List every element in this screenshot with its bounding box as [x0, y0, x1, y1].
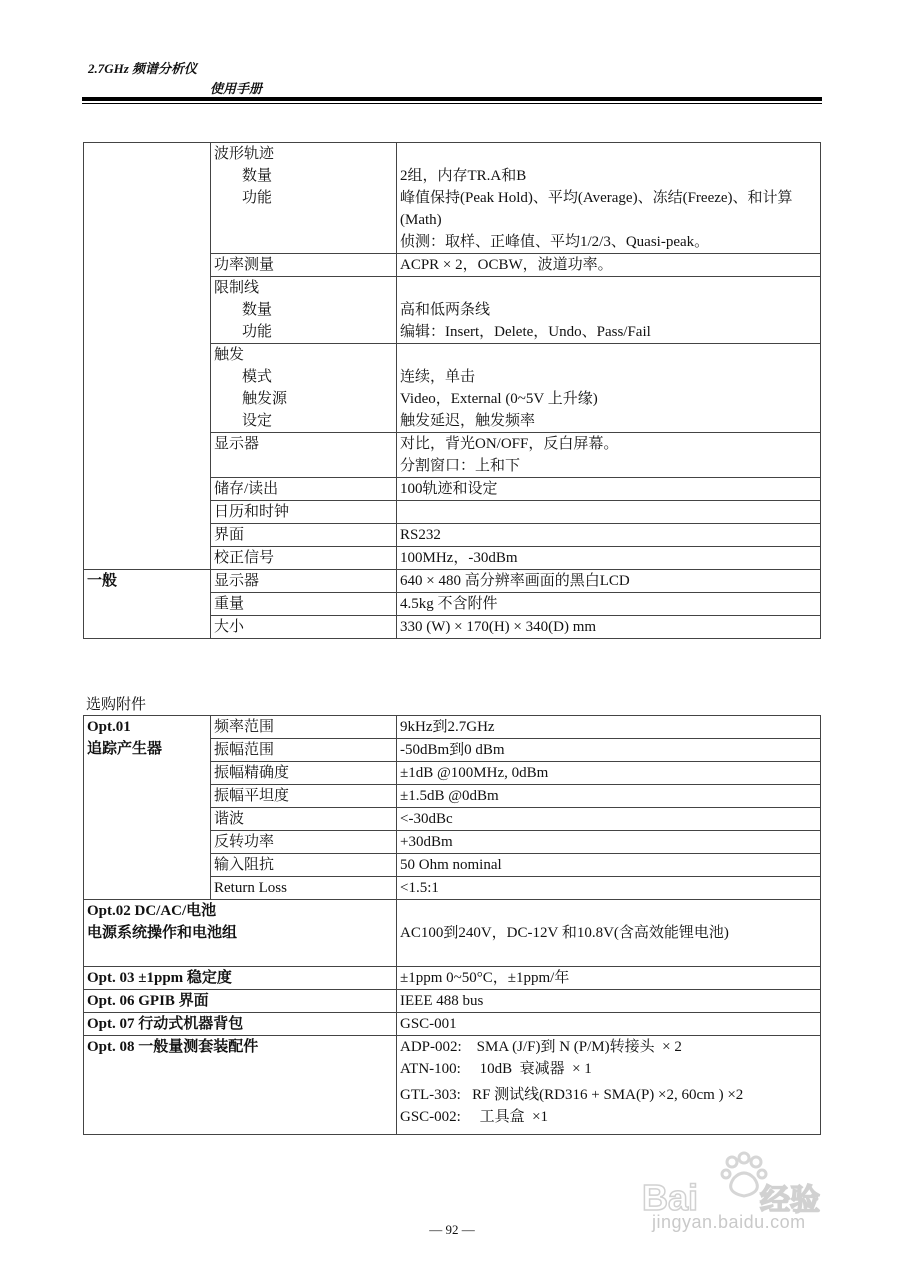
- value-cell: [397, 570, 821, 593]
- item-cell: [211, 785, 397, 808]
- category-cell: [84, 570, 211, 639]
- item-label: 功率测量: [214, 257, 275, 273]
- value-cell: [397, 877, 821, 900]
- value-cell: [397, 478, 821, 501]
- value-cell: [397, 277, 821, 344]
- item-label: 模式: [242, 369, 273, 385]
- table-row: [84, 570, 821, 593]
- option-label-cell: [84, 1013, 397, 1036]
- value-text: RS232: [400, 527, 441, 543]
- value-text: 330 (W) × 170(H) × 340(D) mm: [400, 619, 597, 635]
- item-label: 显示器: [214, 573, 260, 589]
- value-text: Video，External (0~5V 上升缘): [400, 391, 598, 407]
- item-label: 功能: [242, 190, 273, 206]
- option-label-cell: [84, 990, 397, 1013]
- item-cell: [211, 739, 397, 762]
- item-label: Return Loss: [214, 880, 287, 896]
- item-label: 显示器: [214, 436, 260, 452]
- item-cell: [211, 478, 397, 501]
- item-label: 反转功率: [214, 834, 275, 850]
- item-label: 谐波: [214, 811, 245, 827]
- accessory-item: ADP-002: SMA (J/F)到 N (P/M)转接头 × 2: [400, 1039, 682, 1055]
- option-label: Opt. 08 一般量测套装配件: [87, 1039, 259, 1055]
- value-text: 峰值保持(Peak Hold)、平均(Average)、冻结(Freeze)、和计算(Math): [400, 190, 793, 228]
- value-text: 侦测：取样、正峰值、平均1/2/3、Quasi-peak。: [400, 234, 710, 250]
- table-row: [84, 900, 821, 967]
- value-cell: [397, 524, 821, 547]
- item-cell: [211, 344, 397, 433]
- value-cell: [397, 344, 821, 433]
- spec-table-main: [83, 142, 821, 639]
- option-label: Opt. 07 行动式机器背包: [87, 1016, 244, 1032]
- item-label: 校正信号: [214, 550, 275, 566]
- value-text: 9kHz到2.7GHz: [400, 719, 495, 735]
- item-label: 大小: [214, 619, 245, 635]
- value-text: 2组，内存TR.A和B: [400, 168, 527, 184]
- value-text: 连续，单击: [400, 369, 476, 385]
- item-cell: [211, 524, 397, 547]
- item-cell: [211, 762, 397, 785]
- category-label: 一般: [87, 573, 118, 589]
- option-label-cell: [84, 716, 211, 900]
- item-label: 振幅范围: [214, 742, 275, 758]
- value-cell: [397, 900, 821, 967]
- value-cell: [397, 593, 821, 616]
- value-text: GSC-001: [400, 1016, 457, 1032]
- value-text: AC100到240V，DC-12V 和10.8V(含高效能锂电池): [400, 925, 729, 941]
- accessory-item: GTL-303: RF 测试线(RD316 + SMA(P) ×2, 60cm ) ×2: [400, 1087, 744, 1103]
- header-title: 2.7GHz 频谱分析仪: [88, 61, 198, 76]
- table-row: [84, 716, 821, 739]
- option-code: Opt.02 DC/AC/电池: [87, 903, 217, 919]
- table-row: [84, 1036, 821, 1135]
- value-cell: [397, 808, 821, 831]
- value-text: 对比，背光ON/OFF，反白屏幕。: [400, 436, 619, 452]
- value-text: <-30dBc: [400, 811, 453, 827]
- item-cell: [211, 433, 397, 478]
- spec-table-options: [83, 715, 821, 1135]
- item-cell: [211, 570, 397, 593]
- item-label: 数量: [242, 302, 273, 318]
- value-text: [400, 143, 817, 165]
- item-label: 设定: [242, 413, 273, 429]
- value-cell: [397, 762, 821, 785]
- item-cell: [211, 547, 397, 570]
- item-cell: [211, 501, 397, 524]
- option-label: Opt. 06 GPIB 界面: [87, 993, 209, 1009]
- value-text: 触发延迟，触发频率: [400, 413, 536, 429]
- value-text: 100轨迹和设定: [400, 481, 498, 497]
- value-cell: [397, 990, 821, 1013]
- value-text: 100MHz，-30dBm: [400, 550, 518, 566]
- value-text: 50 Ohm nominal: [400, 857, 502, 873]
- item-label: 日历和时钟: [214, 504, 290, 520]
- page-number: — 92 —: [429, 1222, 475, 1237]
- option-label-cell: [84, 1036, 397, 1135]
- value-cell: [397, 1013, 821, 1036]
- svg-text:经验: 经验: [760, 1184, 820, 1217]
- item-label: 振幅平坦度: [214, 788, 290, 804]
- value-cell: [397, 716, 821, 739]
- value-cell: [397, 831, 821, 854]
- item-label: 功能: [242, 324, 273, 340]
- value-cell: [397, 501, 821, 524]
- spacer: [400, 1128, 817, 1134]
- option-name: 电源系统操作和电池组: [87, 925, 238, 941]
- table-row: [84, 990, 821, 1013]
- item-cell: [211, 143, 397, 254]
- table-row: [84, 143, 821, 254]
- value-cell: [397, 967, 821, 990]
- section-title-optional-accessories: 选购附件: [86, 697, 147, 713]
- accessory-item: ATN-100: 10dB 衰减器 × 1: [400, 1061, 592, 1077]
- item-cell: [211, 277, 397, 344]
- value-cell: [397, 739, 821, 762]
- item-label: 输入阻抗: [214, 857, 275, 873]
- item-label: 振幅精确度: [214, 765, 290, 781]
- value-cell: [397, 1036, 821, 1135]
- value-text: 分割窗口：上和下: [400, 458, 521, 474]
- value-text: ACPR × 2，OCBW，波道功率。: [400, 257, 613, 273]
- item-label: 触发源: [242, 391, 288, 407]
- item-cell: [211, 254, 397, 277]
- item-cell: [211, 616, 397, 639]
- accessory-item: GSC-002: 工具盒 ×1: [400, 1109, 549, 1125]
- value-cell: [397, 854, 821, 877]
- header-subtitle: 使用手册: [210, 81, 263, 96]
- value-text: [400, 344, 817, 366]
- value-text: IEEE 488 bus: [400, 993, 484, 1009]
- spacer: [87, 944, 393, 966]
- value-text: 编辑：Insert，Delete，Undo、Pass/Fail: [400, 324, 651, 340]
- option-label: Opt. 03 ±1ppm 稳定度: [87, 970, 232, 986]
- value-text: +30dBm: [400, 834, 453, 850]
- watermark-url: jingyan.baidu.com: [652, 1212, 806, 1232]
- header-rule-thin: [82, 103, 822, 104]
- option-label-cell: [84, 967, 397, 990]
- item-cell: [211, 593, 397, 616]
- option-label-cell: [84, 900, 397, 967]
- item-cell: [211, 808, 397, 831]
- value-text: -50dBm到0 dBm: [400, 742, 505, 758]
- svg-text:Bai: Bai: [642, 1177, 699, 1218]
- value-text: [400, 277, 817, 299]
- value-cell: [397, 547, 821, 570]
- item-label: 频率范围: [214, 719, 275, 735]
- item-label: 重量: [214, 596, 245, 612]
- value-text: 4.5kg 不含附件: [400, 596, 498, 612]
- value-text: ±1dB @100MHz, 0dBm: [400, 765, 549, 781]
- value-cell: [397, 616, 821, 639]
- item-label: 数量: [242, 168, 273, 184]
- option-code: Opt.01: [87, 719, 131, 735]
- value-text: ±1ppm 0~50°C，±1ppm/年: [400, 970, 570, 986]
- value-cell: [397, 254, 821, 277]
- item-label: 储存/读出: [214, 481, 279, 497]
- item-cell: [211, 831, 397, 854]
- value-text: <1.5:1: [400, 880, 439, 896]
- item-cell: [211, 877, 397, 900]
- value-cell: [397, 433, 821, 478]
- item-label: 波形轨迹: [214, 146, 275, 162]
- value-text: ±1.5dB @0dBm: [400, 788, 499, 804]
- table-row: [84, 967, 821, 990]
- item-label: 触发: [214, 347, 245, 363]
- value-text: [400, 501, 817, 523]
- value-cell: [397, 785, 821, 808]
- value-text: 高和低两条线: [400, 302, 491, 318]
- option-name: 追踪产生器: [87, 741, 163, 757]
- category-cell: [84, 143, 211, 570]
- value-cell: [397, 143, 821, 254]
- item-cell: [211, 716, 397, 739]
- header-rule-thick: [82, 97, 822, 101]
- item-label: 限制线: [214, 280, 260, 296]
- table-row: [84, 1013, 821, 1036]
- item-cell: [211, 854, 397, 877]
- value-text: 640 × 480 高分辨率画面的黑白LCD: [400, 573, 630, 589]
- item-label: 界面: [214, 527, 245, 543]
